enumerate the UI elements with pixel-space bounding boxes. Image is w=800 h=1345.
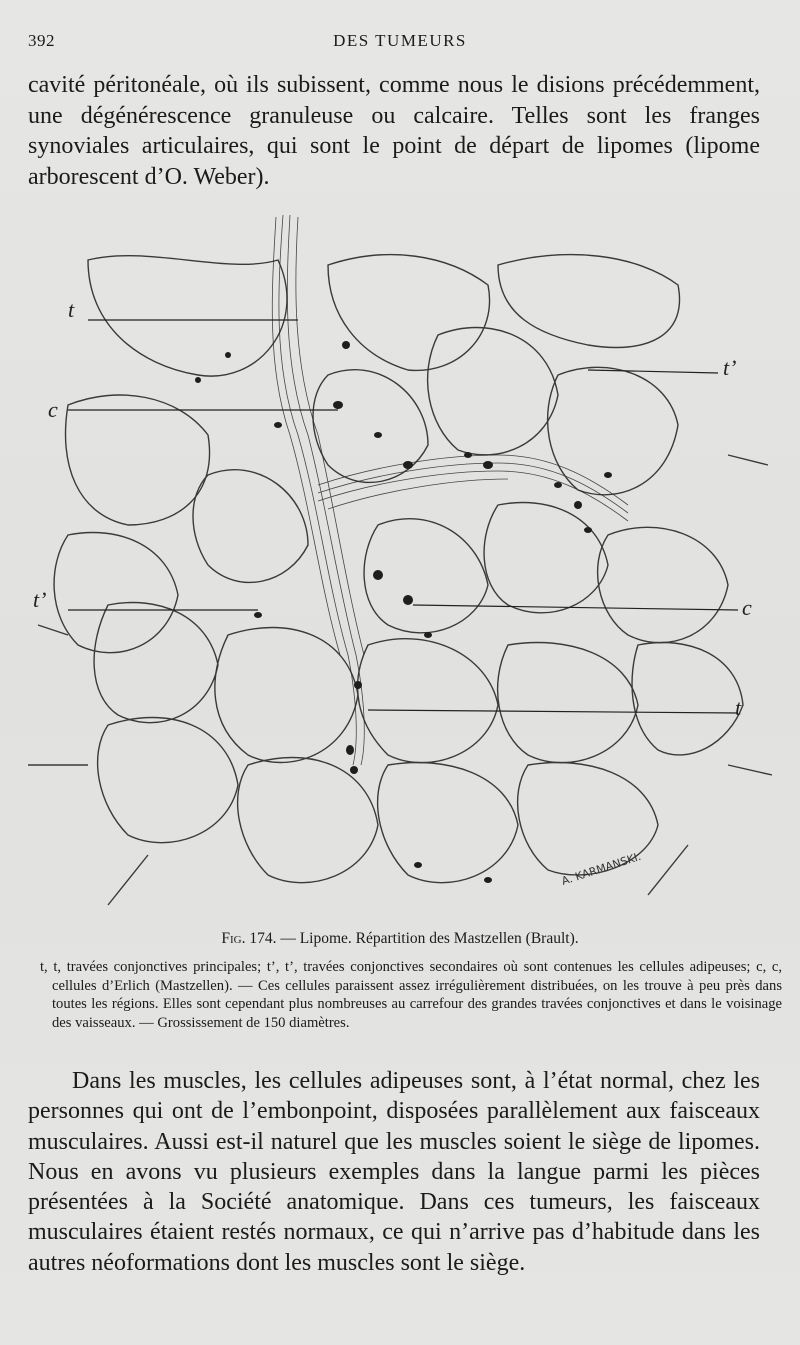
illustrator-signature: A. KARMANSKI. — [559, 849, 643, 888]
bottom-paragraph: Dans les muscles, les cellules adipeuses sont, à l’état normal, chez les personnes qui ont de l’embonpoint, disposées parallèlement aux faisceaux musculaires. Aussi est-il naturel que les muscles soient le siège de lipomes. Nous en avons vu plusieurs exemples dans la langue parmi les pièces présentées à la Société anatomique. Dans ces tumeurs, les faisceaux musculaires étaient restés normaux, ce qui n’arrive pas d’habitude dans les autres néoformations dont les muscles sont le siège. — [28, 1068, 760, 1276]
figure-number: Fig. 174. — [221, 930, 277, 947]
figure-label-t-left: t — [68, 297, 75, 322]
figure-label-c-left: c — [48, 397, 58, 422]
page-header — [28, 31, 772, 55]
connective-trabeculae — [272, 215, 628, 765]
top-paragraph: cavité péritonéale, où ils subissent, comme nous le disions précédemment, une dégénérescence granuleuse ou calcaire. Telles sont les franges synoviales articulaires, qui sont le point de départ de lipomes (lipome arborescent d’O. Weber). — [28, 72, 760, 190]
histology-drawing — [28, 205, 772, 920]
figure-label-tprime-left: t’ — [33, 587, 47, 612]
adipose-cell-network — [28, 255, 772, 905]
figure-title: — Lipome. Répartition des Mastzellen (Brault). — [280, 930, 579, 947]
figure-label-tprime-right: t’ — [723, 355, 737, 380]
page-number: 392 — [28, 31, 55, 50]
figure-label-c-right: c — [742, 595, 752, 620]
running-title: DES TUMEURS — [333, 31, 467, 50]
leader-lines — [68, 320, 738, 713]
figure-caption — [0, 930, 800, 948]
figure-lipome-illustration — [28, 205, 772, 920]
figure-legend: t, t, travées conjonctives principales; t’, t’, travées conjonctives secondaires où sont contenues les cellules adipeuses; c, c, cellules d’Erlich (Mastzellen). — Ces cellules paraissent assez irrégulièrement distribuées, on les trouve à peu près dans toutes les régions. Elles sont cependant plus nombreuses au carrefour des grandes travées conjonctives et dans le voisinage des vaisseaux. — Grossissement de 150 diamètres. — [40, 959, 782, 1031]
figure-label-t-right: t — [735, 695, 742, 720]
